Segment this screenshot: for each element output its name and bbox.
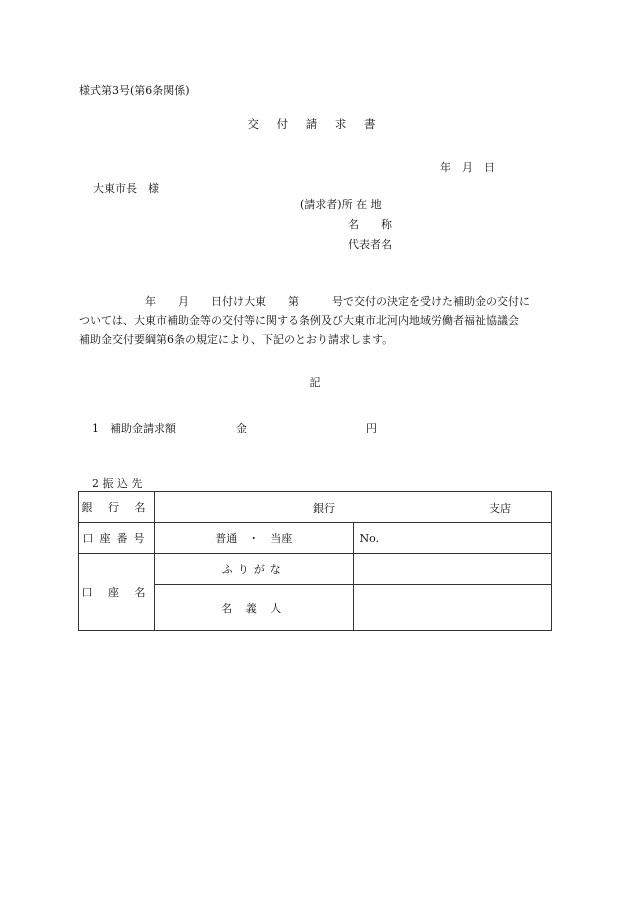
account-no-prefix: No. [359, 531, 380, 545]
document-title: 交 付 請 求 書 [247, 117, 383, 131]
furigana-label: ふりがな [155, 554, 354, 585]
requester-address-label: (請求者)所 在 地 [300, 198, 382, 211]
form-number: 様式第3号(第6条関係) [79, 84, 190, 97]
addressee: 大東市長 様 [93, 182, 159, 195]
bank-transfer-table [78, 491, 552, 631]
account-name-label: 口 座 名 [79, 554, 155, 631]
holder-label: 名 義 人 [155, 585, 354, 631]
ki-heading: 記 [309, 376, 321, 389]
item2-label: 2 振 込 先 [92, 477, 143, 490]
branch-suffix: 支店 [489, 502, 511, 515]
account-type-field[interactable]: 普通 ・ 当座 [155, 523, 354, 554]
holder-field[interactable] [353, 585, 552, 631]
account-number-field[interactable] [353, 523, 552, 554]
item1-kin: 金 [236, 422, 247, 435]
bank-name-field[interactable] [155, 492, 552, 523]
requester-name-label: 名 称 [348, 218, 392, 231]
request-body-text [79, 292, 559, 349]
account-number-row [79, 523, 552, 554]
bank-suffix: 銀行 [313, 502, 335, 515]
bank-name-row [79, 492, 552, 523]
requester-representative-label: 代表者名 [348, 238, 392, 251]
furigana-field[interactable] [353, 554, 552, 585]
item1-label: 1 補助金請求額 [92, 422, 176, 435]
item1-yen: 円 [366, 422, 377, 435]
bank-name-label: 銀 行 名 [79, 492, 155, 523]
body-line-3: 補助金交付要綱第6条の規定により、下記のとおり請求します。 [79, 333, 394, 346]
body-line-1: 年 月 日付け大東 第 号で交付の決定を受けた補助金の交付に [79, 295, 530, 308]
date-line: 年 月 日 [440, 161, 495, 174]
furigana-row [79, 554, 552, 585]
account-number-label: 口座番号 [79, 523, 155, 554]
body-line-2: ついては、大東市補助金等の交付等に関する条例及び大東市北河内地域労働者福祉協議会 [79, 314, 519, 327]
